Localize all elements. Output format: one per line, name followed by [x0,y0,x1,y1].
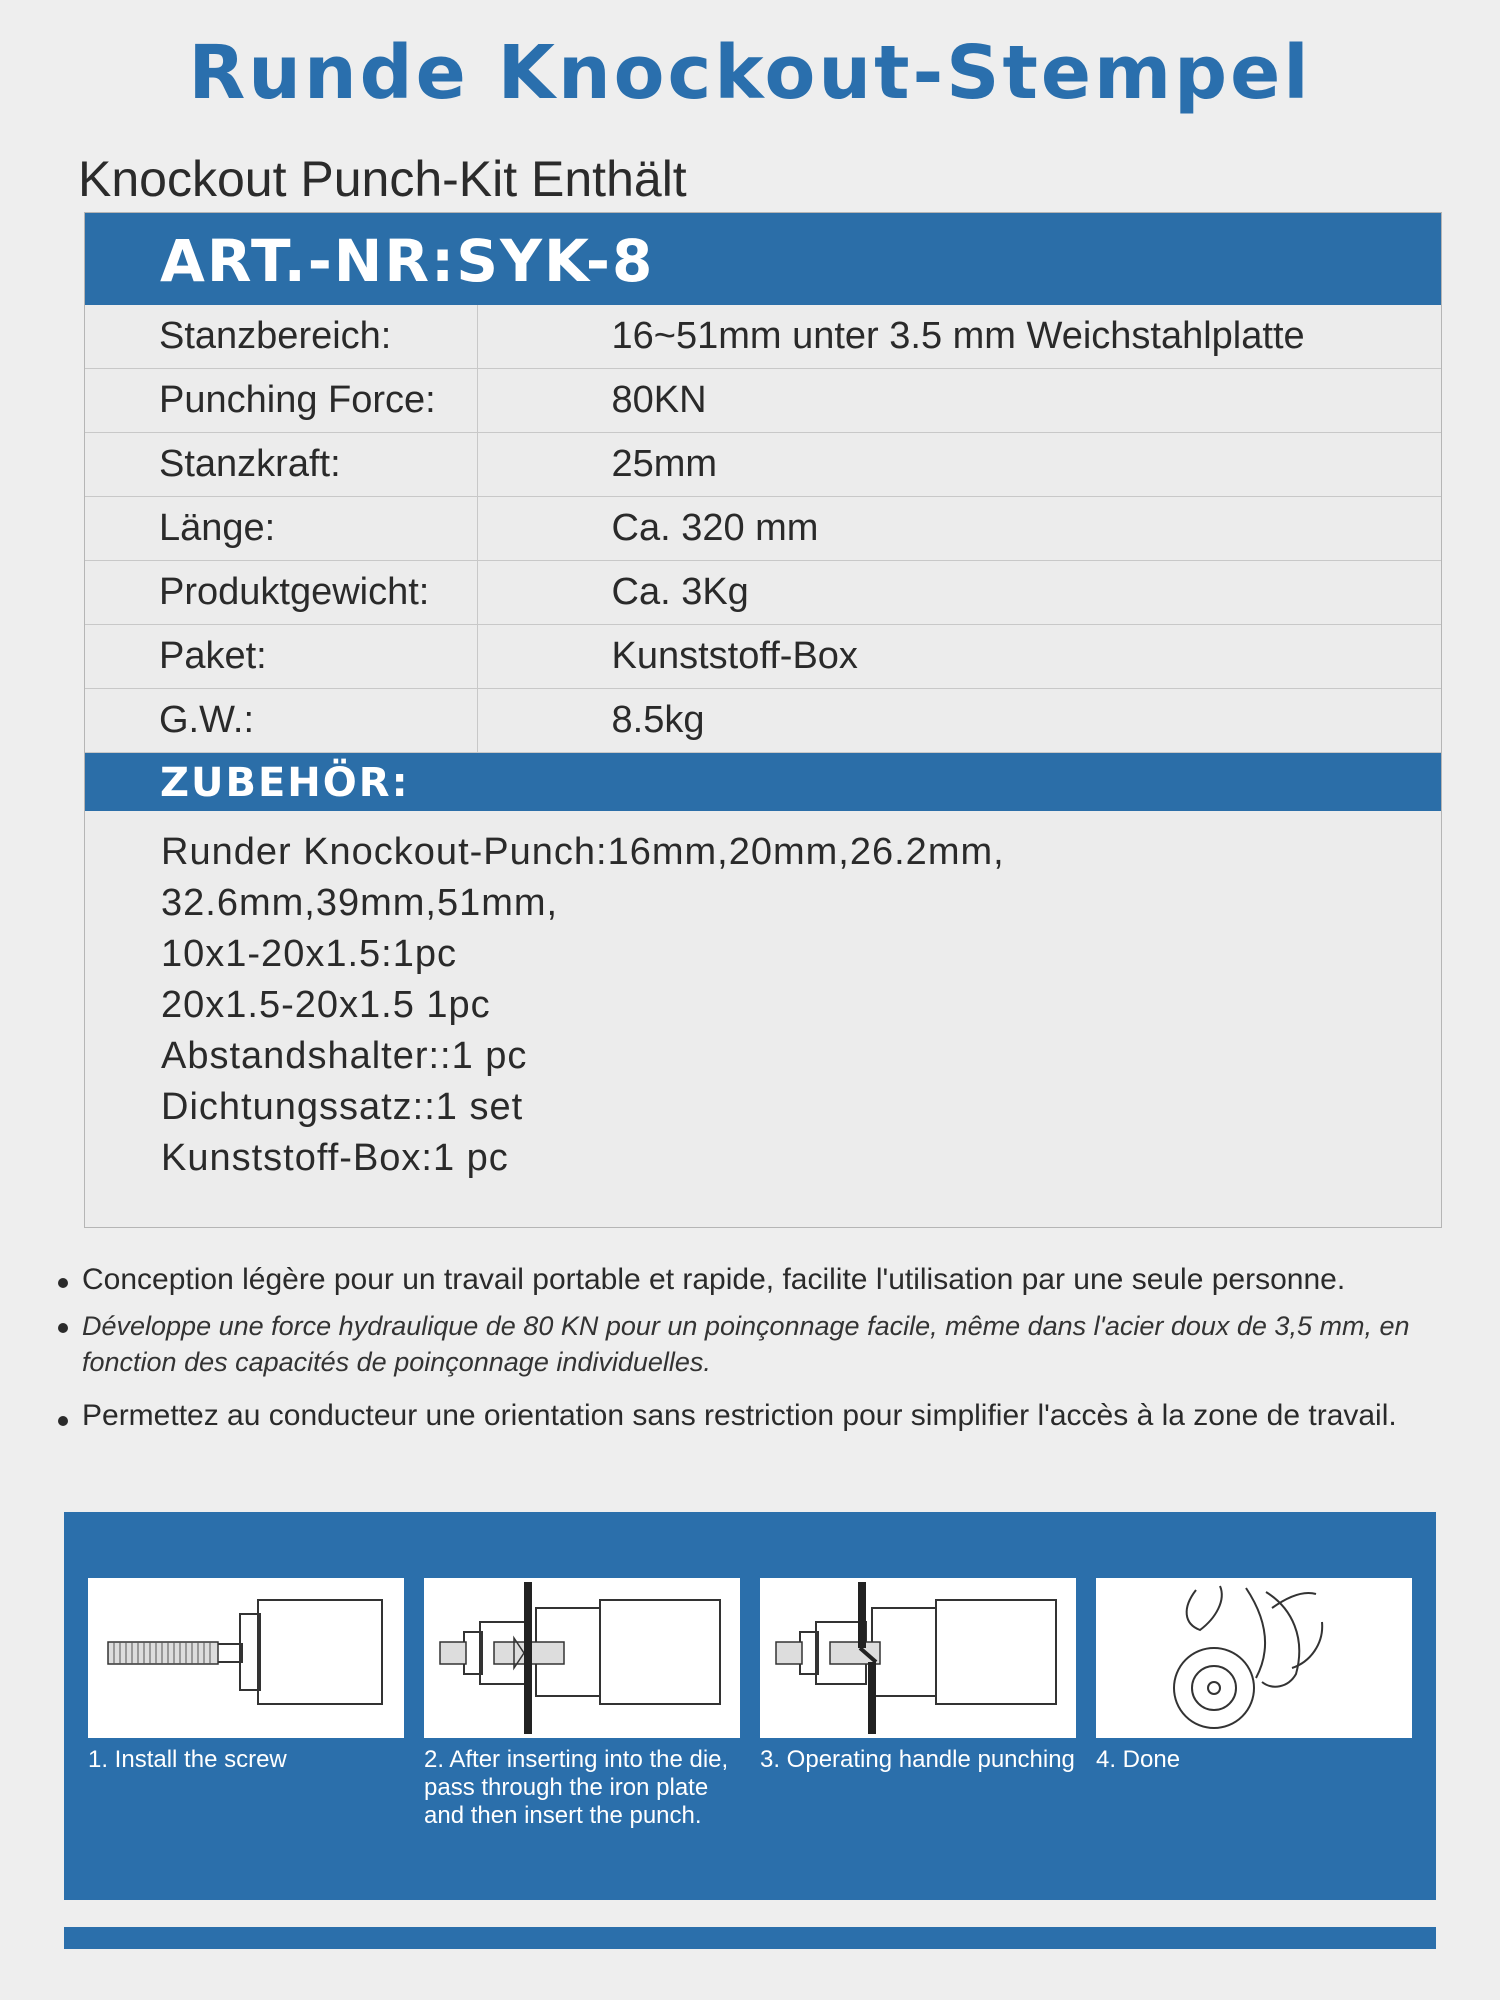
step-4 [1096,1578,1412,1774]
kit-subtitle: Knockout Punch-Kit Enthält [78,151,687,207]
bullet-icon [58,1323,68,1333]
spec-row [85,689,1441,753]
spec-row [85,497,1441,561]
spec-value: 80KN [477,369,1441,433]
accessory-item: 32.6mm,39mm,51mm, [161,882,559,924]
spec-label: Punching Force: [85,369,477,433]
article-number-header: ART.-NR:SYK-8 [85,213,1441,305]
step-caption: 1. Install the screw [88,1746,287,1773]
spec-row [85,305,1441,369]
spec-rows [85,305,1441,753]
feature-list [56,1262,1476,1434]
spec-value: 25mm [477,433,1441,497]
accessories-header: ZUBEHÖR: [85,753,1441,811]
usage-steps-panel [64,1512,1436,1900]
insert-die-illustration [424,1578,740,1738]
bullet-icon [58,1278,68,1288]
footer-bar [64,1927,1436,1949]
feature-item [56,1398,1476,1434]
spec-value: 8.5kg [477,689,1441,753]
step-caption: 3. Operating handle punching [760,1746,1075,1773]
spec-row [85,433,1441,497]
step-3 [760,1578,1076,1774]
spec-value: 16~51mm unter 3.5 mm Weichstahlplatte [477,305,1441,369]
accessory-item: Abstandshalter::1 pc [161,1035,528,1077]
spec-value: Ca. 3Kg [477,561,1441,625]
accessories-list [85,811,1441,1184]
finished-punch-illustration [1096,1578,1412,1738]
feature-text: Développe une force hydraulique de 80 KN pour un poinçonnage facile, même dans l'acier doux de 3,5 mm, en fonction des capacités de poinçonnage individuelles. [82,1311,1410,1377]
spec-row [85,369,1441,433]
spec-value: Kunststoff-Box [477,625,1441,689]
page-title: Runde Knockout-Stempel [188,30,1312,116]
bullet-icon [58,1416,68,1426]
spec-label: Produktgewicht: [85,561,477,625]
step-caption: 4. Done [1096,1746,1181,1773]
accessory-item: Dichtungssatz::1 set [161,1086,524,1128]
feature-item [56,1262,1476,1298]
spec-label: Stanzkraft: [85,433,477,497]
install-screw-illustration [88,1578,404,1738]
spec-label: G.W.: [85,689,477,753]
spec-label: Stanzbereich: [85,305,477,369]
spec-label: Paket: [85,625,477,689]
accessory-item: 10x1-20x1.5:1pc [161,933,457,975]
step-2 [424,1578,740,1830]
spec-row [85,625,1441,689]
step-caption: 2. After inserting into the die, pass through the iron plate and then insert the punch. [424,1746,729,1829]
feature-item [56,1308,1476,1380]
step-1 [88,1578,404,1774]
spec-row [85,561,1441,625]
spec-label: Länge: [85,497,477,561]
feature-text: Conception légère pour un travail portable et rapide, facilite l'utilisation par une seule personne. [82,1263,1346,1296]
operate-handle-illustration [760,1578,1076,1738]
accessory-item: Kunststoff-Box:1 pc [161,1137,509,1179]
feature-text: Permettez au conducteur une orientation sans restriction pour simplifier l'accès à la zone de travail. [82,1399,1397,1432]
spec-value: Ca. 320 mm [477,497,1441,561]
spec-table [84,212,1442,1228]
accessory-item: 20x1.5-20x1.5 1pc [161,984,491,1026]
accessory-item: Runder Knockout-Punch:16mm,20mm,26.2mm, [161,831,1005,873]
